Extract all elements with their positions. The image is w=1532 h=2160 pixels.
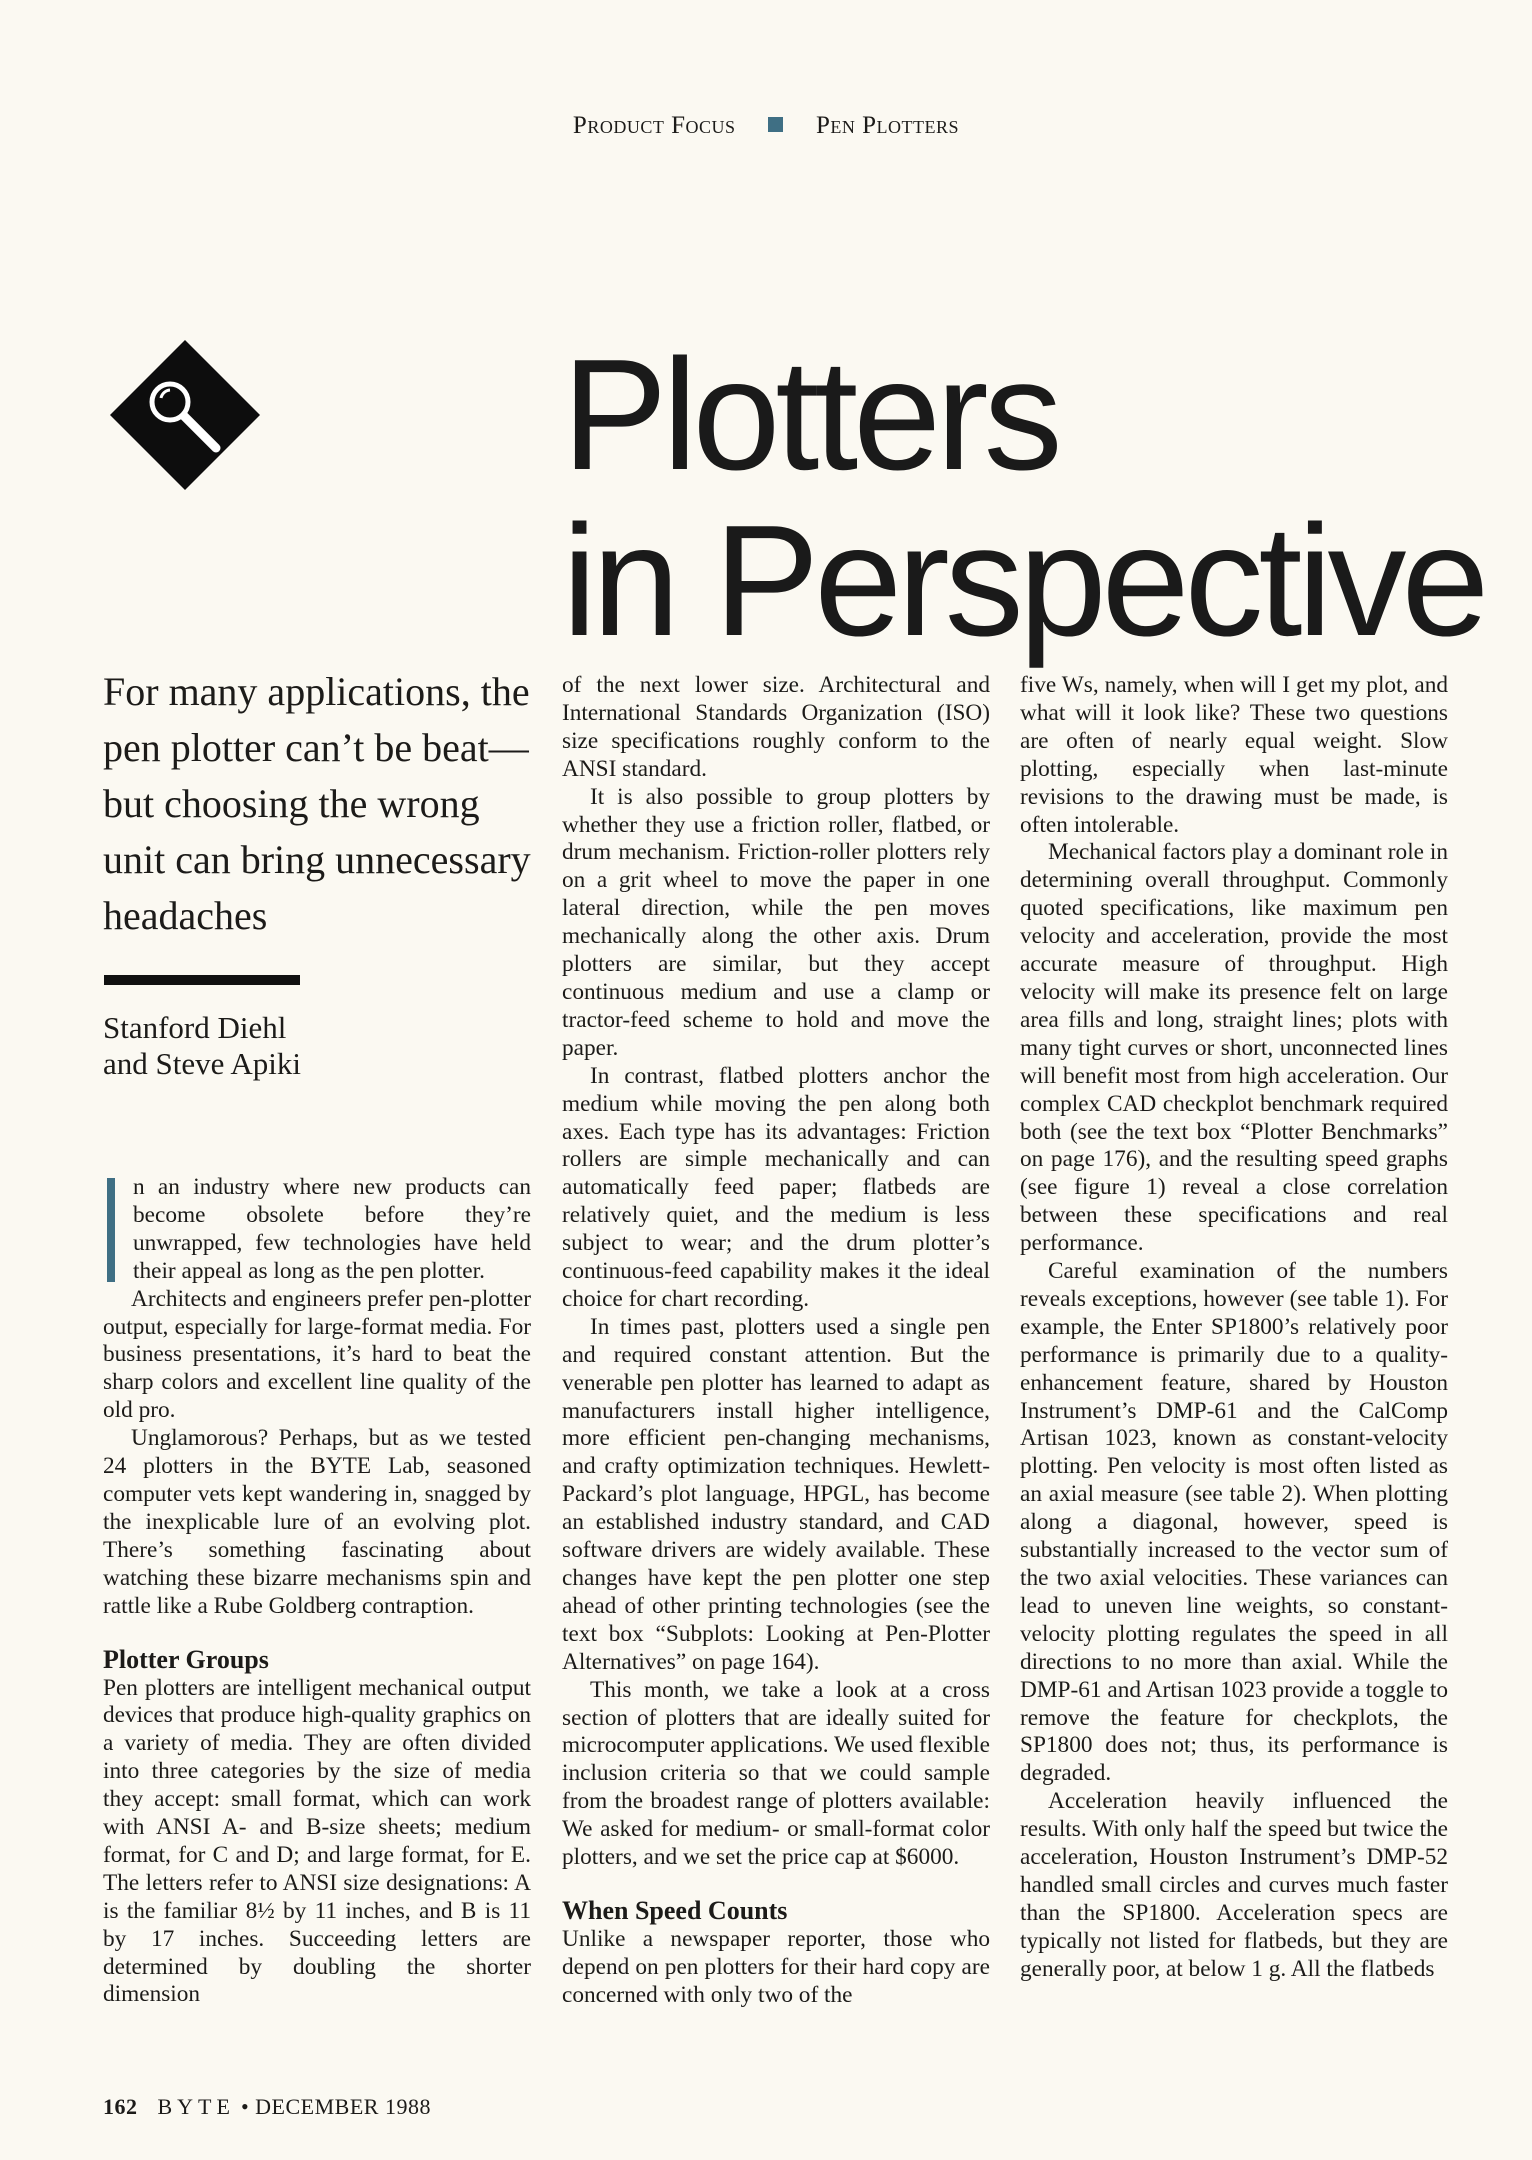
paragraph: In contrast, flatbed plotters anchor the medium while moving the pen along both axes. Each type has its advantages: Friction rollers are simple mechanically and can automatically feed paper; flatbeds are relatively quiet, and the medium is less subject to wear; and the drum plotter’s continuous-feed capability makes it the ideal choice for chart recording. [562, 1062, 990, 1312]
header-separator-square-icon [768, 117, 783, 132]
text-column-3 [1020, 672, 1448, 1984]
paragraph: Acceleration heavily influenced the results. With only half the speed but twice the acceleration, Houston Instrument’s DMP-52 handled small circles and curves much faster than the SP1800. Acceleration specs are typically not listed for flatbeds, but they are generally poor, at below 1 g. All the flatbeds [1020, 1788, 1448, 1982]
paragraph-intro [103, 1174, 531, 1286]
text-column-2 [562, 672, 990, 2010]
paragraph: of the next lower size. Architectural and International Standards Organization (ISO) size specifications roughly conform to the ANSI standard. [562, 672, 990, 782]
article-title [562, 327, 1485, 669]
paragraph: Pen plotters are intelligent mechanical output devices that produce high-quality graphics on a variety of media. They are often divided into three categories by the size of media they accept: small format, which can work with ANSI A- and B-size sheets; medium format, for C and D; and large format, for E. The letters refer to ANSI size designations: A is the familiar 8½ by 11 inches, and B is 11 by 17 inches. Succeeding letters are determined by doubling the shorter dimension [103, 1674, 531, 2008]
author-1: Stanford Diehl [103, 1010, 287, 1045]
paragraph: Unglamorous? Perhaps, but as we tested 24 plotters in the BYTE Lab, seasoned computer vets kept wandering in, snagged by the inexplicable lure of an evolving plot. There’s something fascinating about watching these bizarre mechanisms spin and rattle like a Rube Goldberg contraption. [103, 1425, 531, 1619]
paragraph: This month, we take a look at a cross section of plotters that are ideally suited for microcomputer applications. We used flexible inclusion criteria so that we could sample from the broadest range of plotters available: We asked for medium- or small-format color plotters, and we set the price cap at $6000. [562, 1676, 990, 1871]
subhead-plotter-groups: Plotter Groups [103, 1644, 269, 1674]
issue-date: DECEMBER 1988 [255, 2094, 431, 2119]
paragraph: Careful examination of the numbers reveals exceptions, however (see table 1). For example, the Enter SP1800’s relatively poor performance is primarily due to a quality-enhancement feature, shared by Houston Instrument’s DMP-61 and the CalComp Artisan 1023, known as constant-velocity plotting. Pen velocity is most often listed as an axial measure (see table 2). When plotting along a diagonal, however, speed is substantially increased to the vector sum of the two axial velocities. These variances can lead to uneven line weights, so constant-velocity plotting regulates the speed in all directions to no more than axial. While the DMP-61 and Artisan 1023 provide a toggle to remove the feature for checkplots, the SP1800 does not; thus, its performance is degraded. [1020, 1258, 1448, 1787]
author-2: and Steve Apiki [103, 1046, 302, 1081]
title-line-2: in Perspective [562, 493, 1485, 669]
text-column-1 [103, 1174, 531, 2009]
paragraph-intro-text: n an industry where new products can become obsolete before they’re unwrapped, few technologies have held their appeal as long as the pen plotter. [133, 1174, 531, 1284]
paragraph: It is also possible to group plotters by whether they use a friction roller, flatbed, or drum mechanism. Friction-roller plotters rely on a grit wheel to move the paper in one lateral direction, while the pen moves mechanically along the other axis. Drum plotters are similar, but they accept continuous medium and use a clamp or tractor-feed scheme to hold and move the paper. [562, 783, 990, 1061]
drop-cap-bar [107, 1178, 115, 1282]
byline [103, 1010, 543, 1082]
paragraph: In times past, plotters used a single pen and required constant attention. But the venerable pen plotter has learned to adapt as manufacturers install higher intelligence, more efficient pen-changing mechanisms, and crafty optimization techniques. Hewlett-Packard’s plot language, HPGL, has become an established industry standard, and CAD software drivers are widely available. These changes have kept the pen plotter one step ahead of other printing technologies (see the text box “Subplots: Looking at Pen-Plotter Alternatives” on page 164). [562, 1313, 990, 1675]
title-line-1: Plotters [562, 327, 1058, 503]
spacer [103, 1621, 531, 1645]
subhead-when-speed-counts: When Speed Counts [562, 1895, 788, 1925]
header-section: Product Focus [572, 112, 736, 139]
paragraph: Mechanical factors play a dominant role in determining overall throughput. Commonly quoted specifications, like maximum pen velocity and acceleration, provide the most accurate measure of throughput. High velocity will make its presence felt on large area fills and long, straight lines; plots with many tight curves or short, unconnected lines will benefit most from high acceleration. Our complex CAD checkplot benchmark required both (see the text box “Plotter Benchmarks” on page 176), and the resulting speed graphs (see figure 1) reveal a close correlation between these specifications and real performance. [1020, 839, 1448, 1257]
paragraph: Unlike a newspaper reporter, those who depend on pen plotters for their hard copy are concerned with only two of the [562, 1925, 990, 2008]
magnifying-glass-diamond-icon [110, 340, 260, 490]
header-topic: Pen Plotters [816, 112, 960, 139]
page-number: 162 [103, 2094, 138, 2119]
paragraph: Architects and engineers prefer pen-plotter output, especially for large-format media. For business presentations, it’s hard to beat the sharp colors and excellent line quality of the old pro. [103, 1285, 531, 1424]
spacer [562, 1872, 990, 1896]
running-header [0, 112, 1532, 140]
byline-rule [104, 975, 300, 985]
article-deck: For many applications, the pen plotter can’t be beat—but choosing the wrong unit can bring unnecessary headaches [103, 669, 531, 938]
footer-separator: • [240, 2094, 250, 2119]
page-footer [103, 2094, 431, 2120]
publication-name: BYTE [157, 2094, 235, 2119]
paragraph: five Ws, namely, when will I get my plot, and what will it look like? These two questions are often of nearly equal weight. Slow plotting, especially when last-minute revisions to the drawing must be made, is often intolerable. [1020, 672, 1448, 838]
